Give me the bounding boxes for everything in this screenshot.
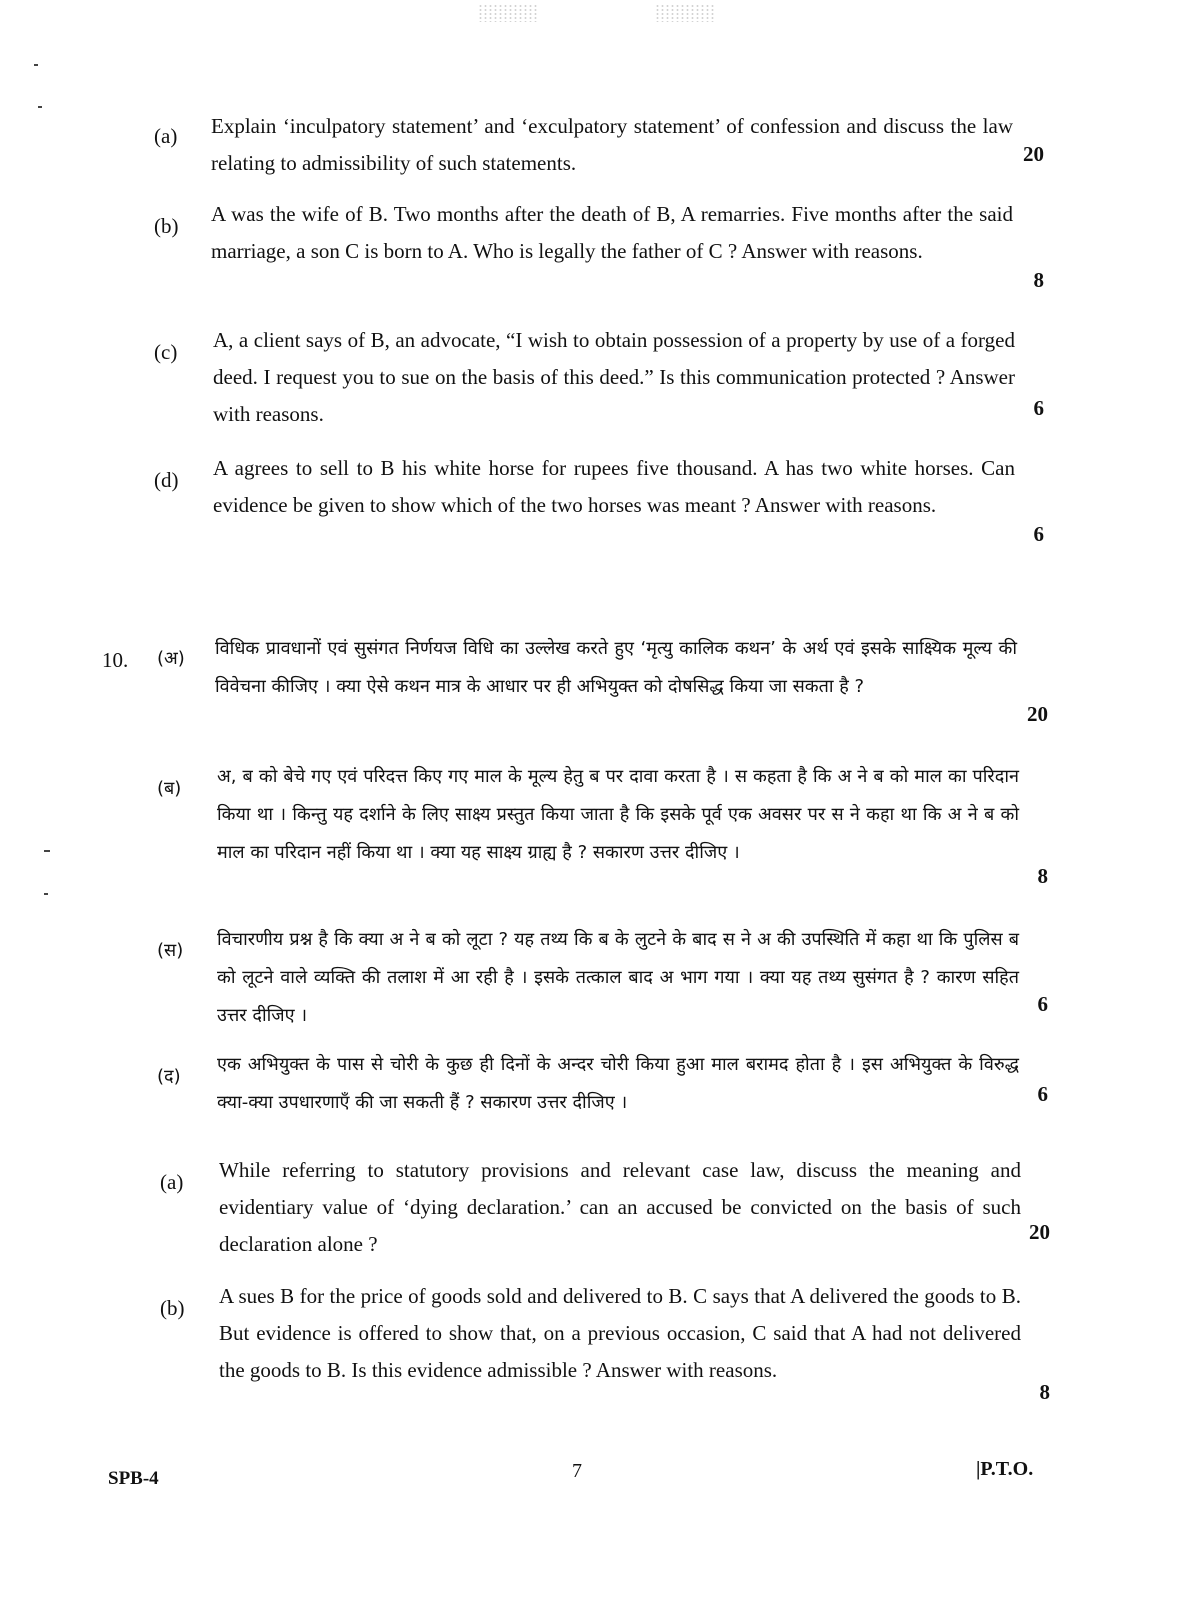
question-marks: 8 [1033, 268, 1044, 292]
question-number: 10. [102, 648, 129, 672]
question-label: (a) [154, 124, 178, 148]
question-text: विधिक प्रावधानों एवं सुसंगत निर्णयज विधि का उल्लेख करते हुए ‘मृत्यु कालिक कथन’ के अर्थ एवं इसके साक्ष्यिक मूल्य की विवेचना कीजिए । क्या ऐसे कथन मात्र के आधार पर ही अभियुक्त को दोषसिद्ध किया जा सकता है ? [215, 638, 1017, 697]
question-label: (b) [160, 1296, 185, 1320]
please-turn-over: |P.T.O. [976, 1458, 1034, 1480]
question-label: (ब) [157, 778, 182, 799]
question-marks: 20 [1029, 1220, 1050, 1244]
question-text: A sues B for the price of goods sold and delivered to B. C says that A delivered the goods to B. But evidence is offered to show that, on a previous occasion, C said that A had not delivered the goods to B. Is this evidence admissible ? Answer with reasons. [219, 1284, 1021, 1382]
scan-artifact [44, 850, 50, 852]
question-label: (a) [160, 1170, 184, 1194]
scan-artifact [478, 4, 538, 22]
question-marks: 6 [1033, 522, 1044, 546]
question-text: A was the wife of B. Two months after the death of B, A remarries. Five months after the said marriage, a son C is born to A. Who is legally the father of C ? Answer with reasons. [211, 202, 1013, 263]
question-marks: 20 [1023, 142, 1044, 166]
question-text: While referring to statutory provisions and relevant case law, discuss the meaning and evidentiary value of ‘dying declaration.’ can an accused be convicted on the basis of such declaration alone ? [219, 1158, 1021, 1256]
question-marks: 20 [1027, 702, 1048, 726]
question-text: एक अभियुक्त के पास से चोरी के कुछ ही दिनों के अन्दर चोरी किया हुआ माल बरामद होता है । इस अभियुक्त के विरुद्ध क्या-क्या उपधारणाएँ की जा सकती हैं ? सकारण उत्तर दीजिए । [217, 1054, 1019, 1113]
question-text: Explain ‘inculpatory statement’ and ‘exculpatory statement’ of confession and discuss the law relating to admissibility of such statements. [211, 114, 1013, 175]
scan-artifact [44, 893, 48, 895]
question-marks: 6 [1037, 1082, 1048, 1106]
question-marks: 8 [1037, 864, 1048, 888]
question-label: (अ) [157, 648, 185, 669]
question-label: (d) [154, 468, 179, 492]
question-marks: 6 [1037, 992, 1048, 1016]
question-marks: 8 [1039, 1380, 1050, 1404]
question-text: A, a client says of B, an advocate, “I wish to obtain possession of a property by use of a forged deed. I request you to sue on the basis of this deed.” Is this communication protected ? Answer with reasons. [213, 328, 1015, 426]
question-label: (c) [154, 340, 178, 364]
page-number: 7 [572, 1460, 582, 1482]
scan-artifact [38, 106, 42, 108]
question-text: अ, ब को बेचे गए एवं परिदत्त किए गए माल के मूल्य हेतु ब पर दावा करता है । स कहता है कि अ ने ब को माल का परिदान किया था । किन्तु यह दर्शाने के लिए साक्ष्य प्रस्तुत किया जाता है कि इसके पूर्व एक अवसर पर स ने कहा था कि अ ने ब को माल का परिदान नहीं किया था । क्या यह साक्ष्य ग्राह्य है ? सकारण उत्तर दीजिए । [217, 766, 1019, 863]
scan-artifact [655, 4, 715, 22]
question-label: (स) [157, 940, 184, 961]
scan-artifact [34, 64, 38, 66]
question-text: A agrees to sell to B his white horse for rupees five thousand. A has two white horses. Can evidence be given to show which of the two horses was meant ? Answer with reasons. [213, 456, 1015, 517]
question-marks: 6 [1033, 396, 1044, 420]
paper-code: SPB-4 [108, 1468, 159, 1489]
question-label: (b) [154, 214, 179, 238]
question-text: विचारणीय प्रश्न है कि क्या अ ने ब को लूटा ? यह तथ्य कि ब के लुटने के बाद स ने अ की उपस्थिति में कहा था कि पुलिस ब को लूटने वाले व्यक्ति की तलाश में आ रही है । इसके तत्काल बाद अ भाग गया । क्या यह तथ्य सुसंगत है ? कारण सहित उत्तर दीजिए । [217, 929, 1019, 1026]
question-label: (द) [157, 1066, 181, 1087]
